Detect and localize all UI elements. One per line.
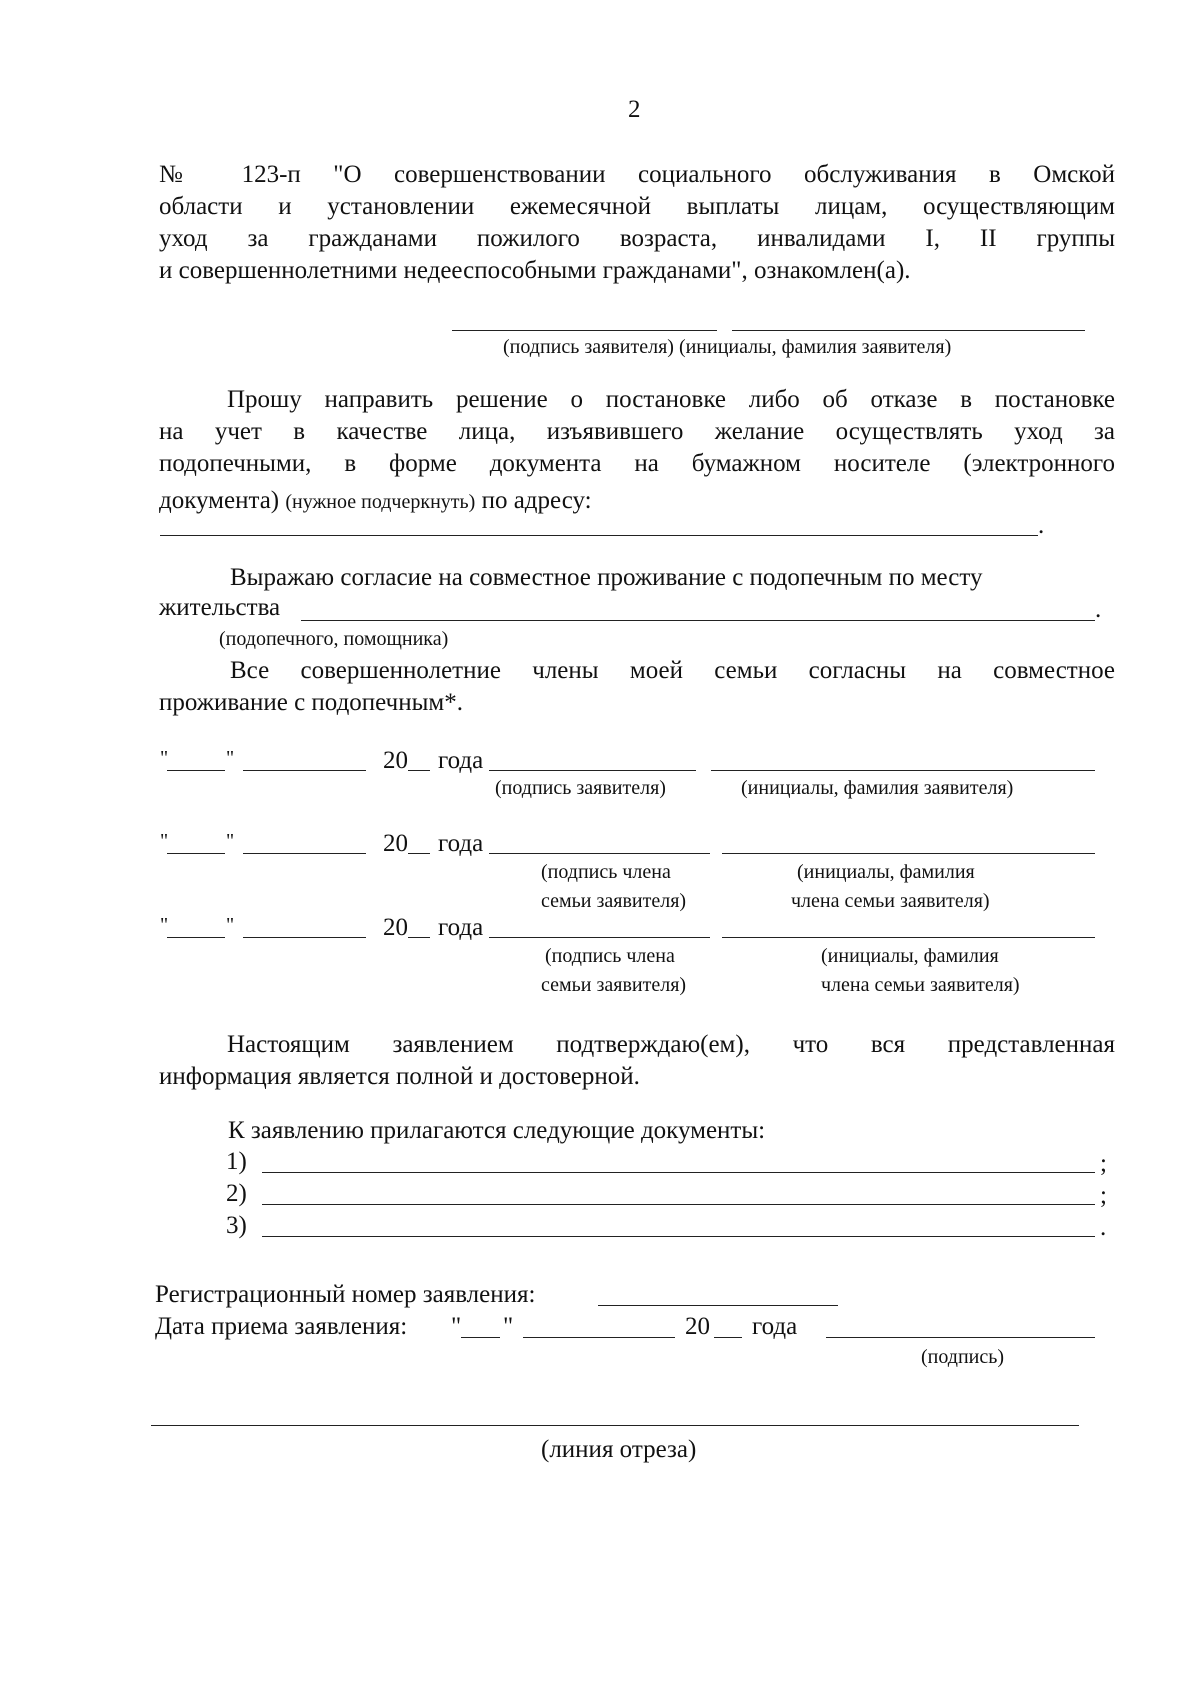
attachment-end: ;: [1100, 1182, 1107, 1209]
confirmation-paragraph: [159, 1029, 1115, 1093]
year-prefix: 20: [383, 747, 408, 774]
request-last-line: [159, 488, 592, 513]
name-caption: члена семьи заявителя): [791, 890, 990, 912]
family-consent-line: проживание с подопечным*.: [159, 689, 463, 716]
month-line[interactable]: [243, 853, 366, 854]
signature-line[interactable]: [489, 770, 696, 771]
intro-line: № 123-п "О совершенствовании социального обслуживания в Омской: [159, 161, 1115, 188]
day-quote-open: ": [160, 747, 169, 769]
year-prefix: 20: [383, 914, 408, 941]
month-line[interactable]: [243, 770, 366, 771]
year-prefix: 20: [383, 830, 408, 857]
attachment-end: .: [1100, 1214, 1107, 1241]
signature-caption: семьи заявителя): [541, 890, 687, 912]
year-line[interactable]: [408, 770, 430, 771]
day-quote-open: ": [160, 914, 169, 936]
confirmation-line: Настоящим заявлением подтверждаю(ем), что вся представленная: [227, 1031, 1115, 1058]
name-line[interactable]: [711, 770, 1095, 771]
day-quote-close: ": [226, 747, 235, 769]
registration-year-prefix: 20: [685, 1313, 710, 1340]
signature-caption: семьи заявителя): [541, 974, 687, 996]
attachment-number: 2): [226, 1180, 247, 1207]
address-end-mark: .: [1038, 512, 1045, 539]
attachment-number: 3): [226, 1212, 247, 1239]
attachment-line[interactable]: [262, 1172, 1095, 1173]
signature-caption: (подпись члена: [545, 945, 675, 967]
day-quote-close: ": [226, 830, 235, 852]
registration-month-line[interactable]: [523, 1337, 675, 1338]
request-line: подопечными, в форме документа на бумажном носителе (электронного: [159, 450, 1115, 477]
residence-end-mark: .: [1095, 596, 1102, 623]
name-line[interactable]: [722, 853, 1095, 854]
registration-signature-caption: (подпись): [921, 1346, 1005, 1368]
signature-line[interactable]: [489, 937, 710, 938]
page-number: 2: [628, 96, 641, 123]
year-line[interactable]: [408, 853, 430, 854]
day-line[interactable]: [167, 937, 225, 938]
name-caption: члена семьи заявителя): [821, 974, 1020, 996]
cut-line: [151, 1425, 1079, 1426]
name-caption: (инициалы, фамилия заявителя): [741, 777, 1014, 799]
registration-year-suffix: года: [752, 1313, 798, 1340]
year-suffix: года: [438, 747, 484, 774]
year-suffix: года: [438, 914, 484, 941]
cut-line-caption: (линия отреза): [541, 1436, 697, 1463]
family-consent-paragraph: [159, 655, 1115, 719]
date-quote-close: ": [503, 1313, 514, 1340]
attachment-line[interactable]: [262, 1204, 1095, 1205]
registration-number-label: Регистрационный номер заявления:: [155, 1281, 536, 1308]
intro-signature-caption: (подпись заявителя) (инициалы, фамилия заявителя): [503, 336, 952, 358]
intro-line: области и установлении ежемесячной выплаты лицам, осуществляющим: [159, 193, 1115, 220]
day-line[interactable]: [167, 770, 225, 771]
applicant-name-line[interactable]: [732, 330, 1085, 331]
date-quote-open: ": [451, 1313, 462, 1340]
day-quote-open: ": [160, 830, 169, 852]
consent-line: Выражаю согласие на совместное проживание с подопечным по месту: [230, 564, 983, 591]
registration-number-line[interactable]: [598, 1305, 838, 1306]
day-line[interactable]: [167, 853, 225, 854]
request-last-end: по адресу:: [481, 487, 592, 514]
intro-paragraph: [159, 159, 1115, 287]
residence-label: жительства: [159, 594, 281, 621]
intro-line: уход за гражданами пожилого возраста, инвалидами I, II группы: [159, 225, 1115, 252]
signature-caption: (подпись члена: [541, 861, 671, 883]
request-underline-hint: (нужное подчеркнуть): [285, 491, 476, 513]
name-line[interactable]: [722, 937, 1095, 938]
attachment-line[interactable]: [262, 1236, 1095, 1237]
request-last-start: документа): [159, 487, 280, 514]
signature-line[interactable]: [489, 853, 710, 854]
confirmation-line: информация является полной и достоверной.: [159, 1063, 640, 1090]
address-line[interactable]: [160, 535, 1038, 536]
request-line: Прошу направить решение о постановке либо об отказе в постановке: [227, 386, 1115, 413]
attachment-end: ;: [1100, 1150, 1107, 1177]
signature-caption: (подпись заявителя): [495, 777, 666, 799]
registration-day-line[interactable]: [461, 1337, 500, 1338]
name-caption: (инициалы, фамилия: [797, 861, 975, 883]
month-line[interactable]: [243, 937, 366, 938]
attachment-number: 1): [226, 1148, 247, 1175]
request-paragraph: [159, 384, 1115, 480]
day-quote-close: ": [226, 914, 235, 936]
registration-year-line[interactable]: [714, 1337, 742, 1338]
applicant-signature-line[interactable]: [452, 330, 717, 331]
family-consent-line: Все совершеннолетние члены моей семьи согласны на совместное: [230, 657, 1115, 684]
attachments-heading: К заявлению прилагаются следующие документы:: [228, 1117, 766, 1144]
residence-caption: (подопечного, помощника): [219, 628, 449, 650]
name-caption: (инициалы, фамилия: [821, 945, 999, 967]
year-line[interactable]: [408, 937, 430, 938]
registration-date-label: Дата приема заявления:: [155, 1313, 408, 1340]
year-suffix: года: [438, 830, 484, 857]
residence-line[interactable]: [301, 620, 1095, 621]
request-line: на учет в качестве лица, изъявившего желание осуществлять уход за: [159, 418, 1115, 445]
intro-line: и совершеннолетними недееспособными гражданами", ознакомлен(а).: [159, 257, 911, 284]
registration-signature-line[interactable]: [826, 1337, 1095, 1338]
